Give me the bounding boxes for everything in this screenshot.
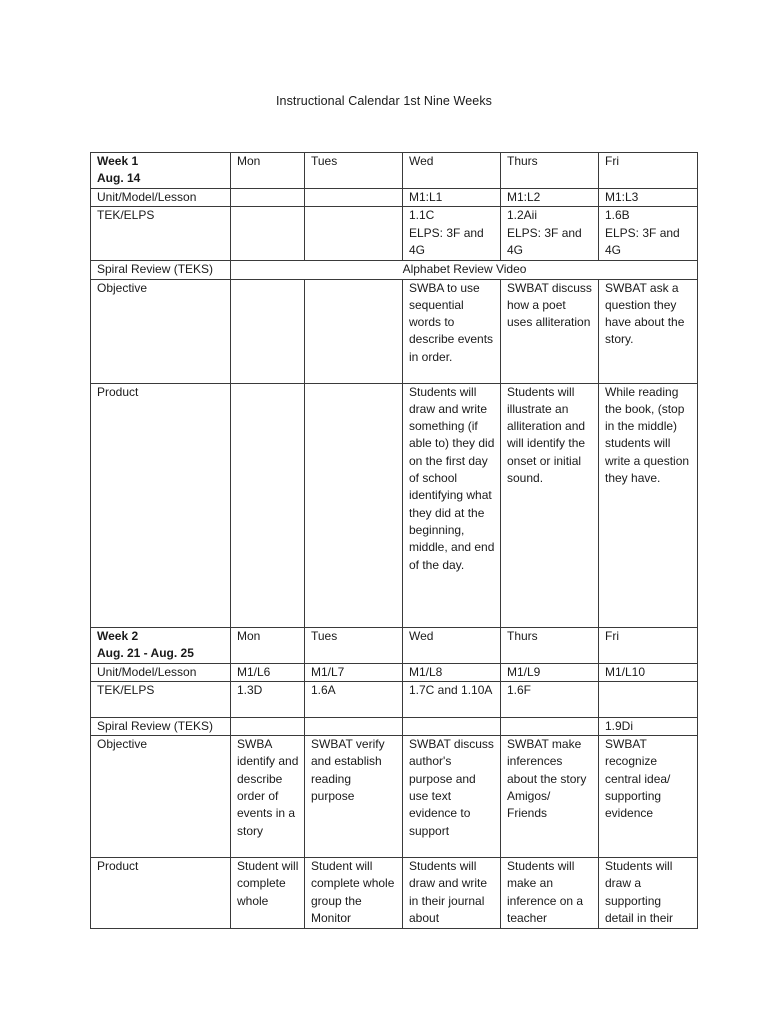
week1-label: Week 1 Aug. 14 bbox=[91, 153, 231, 189]
week2-day-wed: Wed bbox=[403, 627, 501, 663]
row-label: TEK/ELPS bbox=[91, 207, 231, 261]
week1-product-row bbox=[91, 383, 698, 627]
cell bbox=[599, 858, 698, 929]
cell-text: Student will complete whole group the Monitor bbox=[311, 859, 395, 926]
week1-header-row bbox=[91, 153, 698, 189]
cell: SWBAT recognize central idea/ supporting evidence bbox=[599, 736, 698, 858]
week1-unit-row bbox=[91, 189, 698, 207]
cell: M1:L2 bbox=[501, 189, 599, 207]
row-label: Spiral Review (TEKS) bbox=[91, 261, 231, 279]
cell: 1.1C ELPS: 3F and 4G bbox=[403, 207, 501, 261]
cell: M1/L6 bbox=[231, 663, 305, 681]
cell: SWBAT discuss how a poet uses alliteration bbox=[501, 279, 599, 383]
week2-label: Week 2 Aug. 21 - Aug. 25 bbox=[91, 627, 231, 663]
cell-text: Students will draw a supporting detail in their bbox=[605, 859, 674, 926]
week1-day-tues: Tues bbox=[305, 153, 403, 189]
cell: 1.6B ELPS: 3F and 4G bbox=[599, 207, 698, 261]
cell: 1.9Di bbox=[599, 717, 698, 735]
cell-text: Students will draw and write in their journal about bbox=[409, 859, 488, 926]
week2-spiral-row bbox=[91, 717, 698, 735]
instructional-calendar-table bbox=[90, 152, 698, 929]
cell bbox=[231, 717, 305, 735]
week2-tek-row bbox=[91, 681, 698, 717]
cell: Students will illustrate an alliteration and will identify the onset or initial sound. bbox=[501, 383, 599, 627]
cell: 1.7C and 1.10A bbox=[403, 681, 501, 717]
cell bbox=[305, 189, 403, 207]
week2-day-tues: Tues bbox=[305, 627, 403, 663]
cell bbox=[305, 858, 403, 929]
cell bbox=[501, 717, 599, 735]
cell: M1/L8 bbox=[403, 663, 501, 681]
row-label: Product bbox=[91, 383, 231, 627]
cell: 1.3D bbox=[231, 681, 305, 717]
cell: M1:L1 bbox=[403, 189, 501, 207]
cell: While reading the book, (stop in the middle) students will write a question they have. bbox=[599, 383, 698, 627]
row-label: Unit/Model/Lesson bbox=[91, 663, 231, 681]
cell bbox=[305, 717, 403, 735]
cell: 1.2Aii ELPS: 3F and 4G bbox=[501, 207, 599, 261]
cell-text: Product bbox=[97, 859, 139, 874]
cell bbox=[231, 189, 305, 207]
week2-product-row bbox=[91, 858, 698, 929]
cell bbox=[231, 858, 305, 929]
row-label: Objective bbox=[91, 736, 231, 858]
week2-day-thurs: Thurs bbox=[501, 627, 599, 663]
week1-spiral-row bbox=[91, 261, 698, 279]
cell bbox=[231, 207, 305, 261]
cell bbox=[599, 681, 698, 717]
cell: M1/L7 bbox=[305, 663, 403, 681]
cell bbox=[231, 279, 305, 383]
spiral-review-merged-cell: Alphabet Review Video bbox=[231, 261, 698, 279]
week2-objective-row bbox=[91, 736, 698, 858]
cell: M1:L3 bbox=[599, 189, 698, 207]
row-label: Spiral Review (TEKS) bbox=[91, 717, 231, 735]
cell: Students will draw and write something (if able to) they did on the first day of school identifying what they did at the beginning, middle, and end of the day. bbox=[403, 383, 501, 627]
cell: 1.6F bbox=[501, 681, 599, 717]
cell: SWBAT make inferences about the story Amigos/ Friends bbox=[501, 736, 599, 858]
document-title: Instructional Calendar 1st Nine Weeks bbox=[275, 94, 493, 108]
week2-header-row bbox=[91, 627, 698, 663]
week2-unit-row bbox=[91, 663, 698, 681]
row-label bbox=[91, 858, 231, 929]
cell-text: Students will make an inference on a teacher bbox=[507, 859, 584, 926]
week1-day-mon: Mon bbox=[231, 153, 305, 189]
row-label: Objective bbox=[91, 279, 231, 383]
row-label: Unit/Model/Lesson bbox=[91, 189, 231, 207]
cell: SWBAT verify and establish reading purpose bbox=[305, 736, 403, 858]
cell: SWBAT discuss author's purpose and use text evidence to support bbox=[403, 736, 501, 858]
cell: 1.6A bbox=[305, 681, 403, 717]
cell bbox=[501, 858, 599, 929]
cell bbox=[305, 207, 403, 261]
cell: M1/L10 bbox=[599, 663, 698, 681]
cell bbox=[305, 279, 403, 383]
row-label: TEK/ELPS bbox=[91, 681, 231, 717]
cell: M1/L9 bbox=[501, 663, 599, 681]
cell bbox=[403, 858, 501, 929]
week1-objective-row bbox=[91, 279, 698, 383]
cell bbox=[231, 383, 305, 627]
cell: SWBA identify and describe order of events in a story bbox=[231, 736, 305, 858]
cell: SWBA to use sequential words to describe events in order. bbox=[403, 279, 501, 383]
cell: SWBAT ask a question they have about the story. bbox=[599, 279, 698, 383]
week1-day-fri: Fri bbox=[599, 153, 698, 189]
week2-day-mon: Mon bbox=[231, 627, 305, 663]
week1-tek-row bbox=[91, 207, 698, 261]
week1-day-thurs: Thurs bbox=[501, 153, 599, 189]
cell-text: Student will complete whole bbox=[237, 859, 299, 908]
cell bbox=[403, 717, 501, 735]
week1-day-wed: Wed bbox=[403, 153, 501, 189]
week2-day-fri: Fri bbox=[599, 627, 698, 663]
cell bbox=[305, 383, 403, 627]
